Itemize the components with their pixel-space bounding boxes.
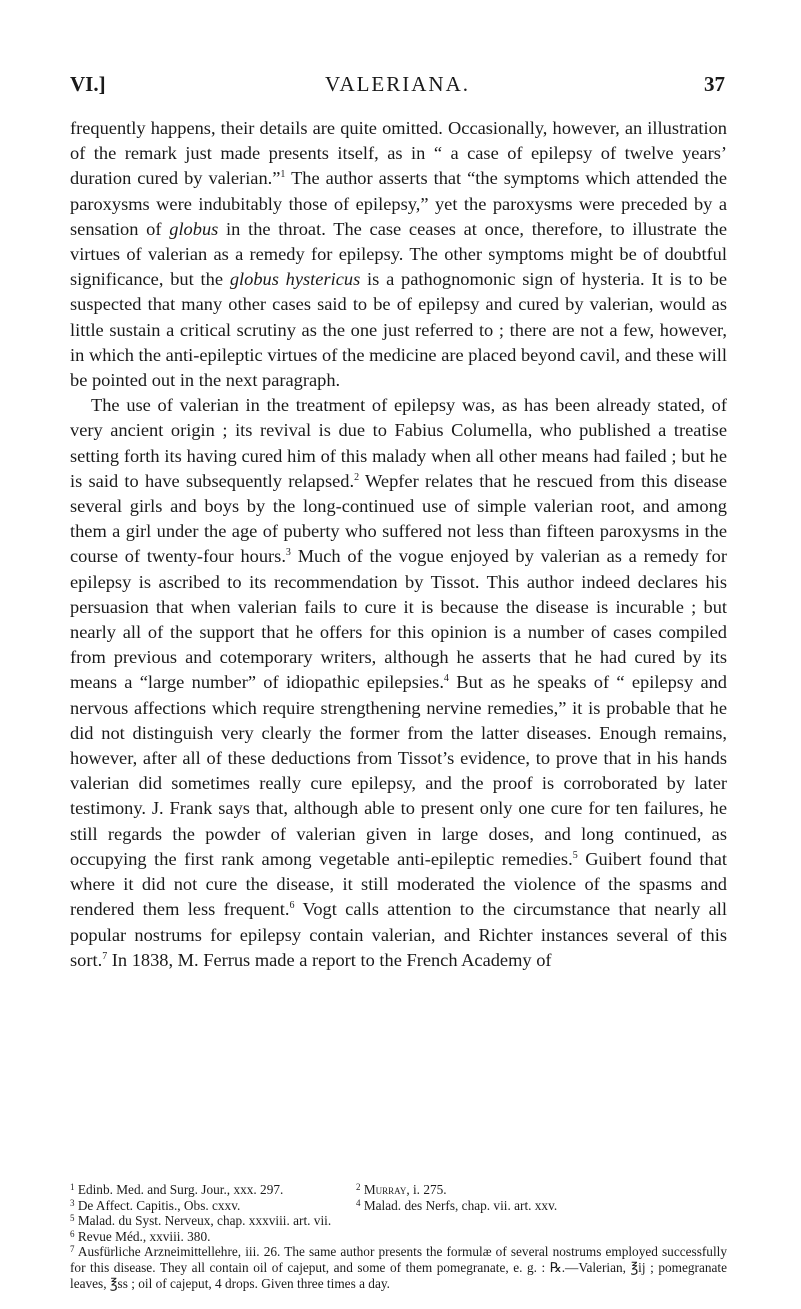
footnote-2: $^2$ Murray, i. 275. (356, 1182, 447, 1197)
footnote-ref: 3 (285, 547, 291, 559)
text-run: Wepfer relates that he rescued from this disease several girls and boys by the long-continued use of simple valerian root, and among them a girl under the age of puberty who suffered not less than fifteen paroxysms in the course of twenty-four hours. (70, 470, 727, 567)
running-title: VALERIANA. (324, 72, 471, 96)
body-text (70, 116, 727, 973)
text-run: Guibert found that where it did not cure the disease, it still moderated the violence of the spasms and rendered them less frequent. (70, 848, 727, 920)
text-run: In 1838, M. Ferrus made a report to the French Academy of (107, 949, 552, 970)
footnote-4: $^4$ Malad. des Nerfs, chap. vii. art. xxv. (356, 1197, 558, 1213)
footnote-ref: 7 (102, 950, 108, 962)
paragraph (70, 116, 727, 393)
italic-term: globus hystericus (229, 269, 361, 290)
footnote-ref: 4 (443, 673, 449, 685)
paragraph (70, 393, 727, 973)
footnote-row (70, 1182, 727, 1198)
footnote-7: $^7$ Ausfürliche Arzneimittellehre, iii. 26. The same author presents the formulæ of several nostrums employed successfully for this disease. They all contain oil of cajeput, and some of them pomegranate, e. g. : ℞.—Valerian, ℥ij ; pomegranate leaves, ℥ss ; oil of cajeput, 4 drops. Given three times a day. (70, 1244, 727, 1291)
text-run: is a pathognomonic sign of hysteria. It is to be suspected that many other cases said to be of epilepsy and cured by valerian, would as little sustain a critical scrutiny as the one just referred to ; there are not a few, however, in which the anti-epileptic virtues of the medicine are placed beyond cavil, and these will be pointed out in the next paragraph. (70, 269, 727, 391)
footnote-row (70, 1213, 727, 1229)
italic-term: globus (169, 218, 219, 239)
footnote-row (70, 1229, 727, 1245)
page-number: 37 (704, 72, 725, 96)
footnotes (70, 1182, 727, 1291)
text-run: The author asserts that “the symptoms which attended the paroxysms were indubitably those of epilepsy,” yet the paroxysms were preceded by a sensation of (70, 168, 727, 239)
running-head (70, 72, 725, 102)
text-run: in the throat. The case ceases at once, therefore, to illustrate the virtues of valerian as a remedy for epilepsy. The other symptoms might be of doubtful significance, but the (70, 218, 727, 290)
text-run: Vogt calls attention to the circumstance that nearly all popular nostrums for epilepsy contain valerian, and Richter instances several of this sort. (70, 899, 728, 970)
footnote-ref: 5 (572, 849, 578, 861)
footnote-ref: 2 (354, 471, 360, 483)
text-run: Much of the vogue enjoyed by valerian as a remedy for epilepsy is ascribed to its recommendation by Tissot. This author indeed declares his persuasion that when valerian fails to cure it is because the disease is incurable ; but nearly all of the support that he offers for this opinion is a number of cases compiled from previous and cotemporary writers, although he asserts that he had cured by its means a “large number” of idiopathic epilepsies. (70, 546, 727, 693)
footnote-5: $^5$ Malad. du Syst. Nerveux, chap. xxxviii. art. vii. (70, 1213, 332, 1229)
text-run: The use of valerian in the treatment of epilepsy was, as has been already stated, of very ancient origin ; its revival is due to Fabius Columella, who published a treatise setting forth its having cured him of this malady when all other means had failed ; but he is said to have subsequently relapsed. (70, 395, 727, 491)
footnote-6: $^6$ Revue Méd., xxviii. 380. (70, 1228, 211, 1244)
footnote-ref: 1 (280, 169, 286, 181)
footnote-1: $^1$ Edinb. Med. and Surg. Jour., xxx. 297. (70, 1182, 284, 1197)
footnote-ref: 6 (289, 900, 295, 912)
footnote-row (70, 1198, 727, 1214)
text-run: But as he speaks of “ epilepsy and nervous affections which require strengthening nervine remedies,” it is probable that he did not distinguish very clearly the former from the latter diseases. Enough remains, however, after all of these deductions from Tissot’s evidence, to prove that in his hands valerian did sometimes really cure epilepsy, and the proof is corroborated by later testimony. J. Frank says that, although able to present only one cure for ten failures, he still regards the powder of valerian given in large doses, and long continued, as occupying the first rank among vegetable anti-epileptic remedies. (70, 672, 728, 869)
footnote-3: $^3$ De Affect. Capitis., Obs. cxxv. (70, 1197, 241, 1213)
text-run: frequently happens, their details are quite omitted. Occasionally, however, an illustration of the remark just made presents itself, as in “ a case of epilepsy of twelve years’ duration cured by valerian.” (70, 118, 727, 189)
chapter-marker: VI.] (70, 72, 106, 96)
